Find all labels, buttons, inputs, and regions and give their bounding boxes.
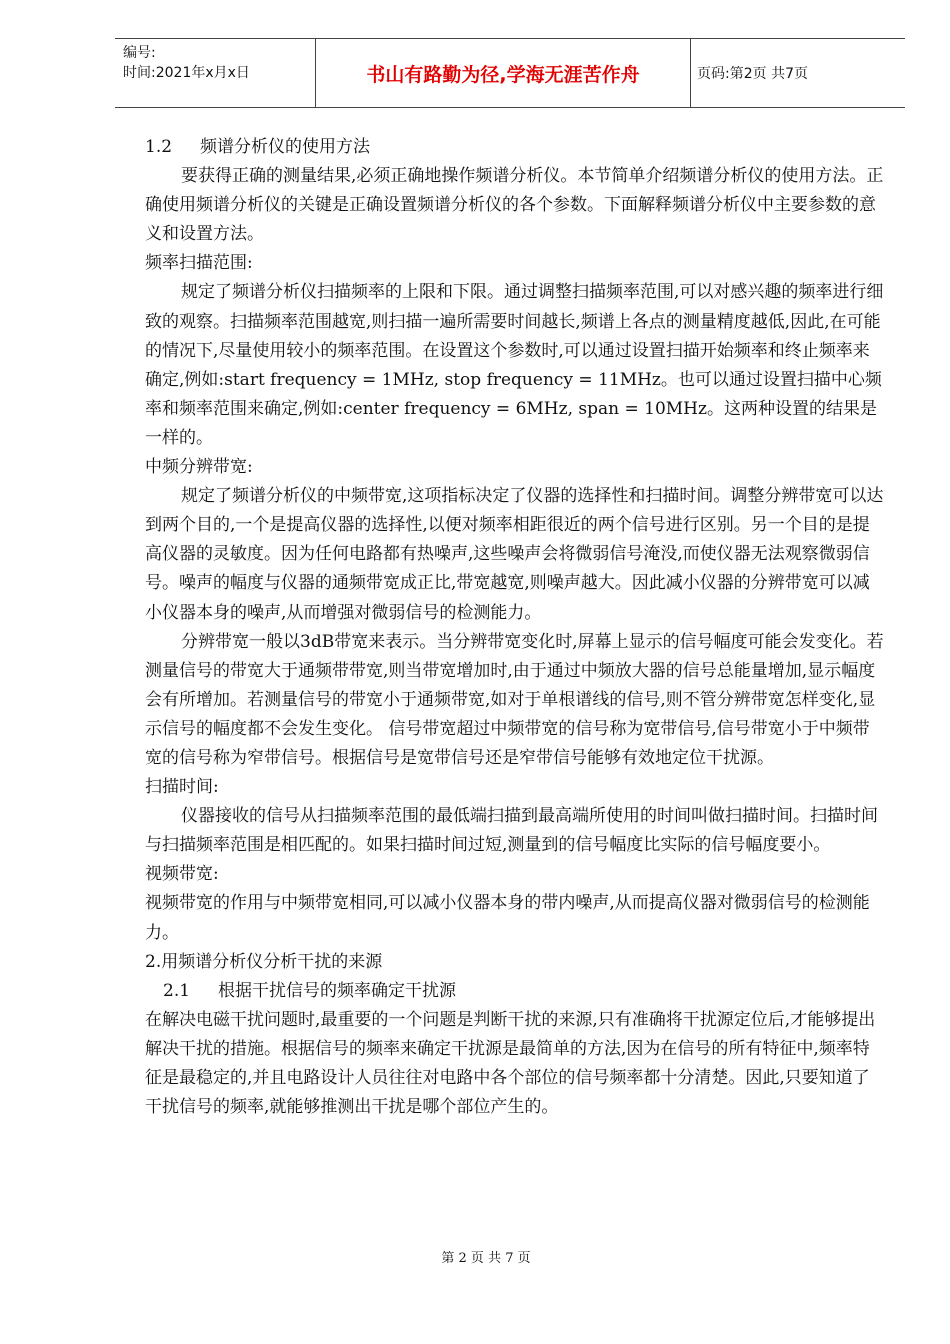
- paragraph: 要获得正确的测量结果,必须正确地操作频谱分析仪。本节简单介绍频谱分析仪的使用方法。正确使用频谱分析仪的关键是正确设置频谱分析仪的各个参数。下面解释频谱分析仪中主要参数的意义和设置方法。: [145, 166, 884, 245]
- section-heading-1-2: [145, 133, 885, 162]
- header-page-info: 页码:第2页 共7页: [697, 66, 808, 82]
- subheading-sweep-time: 扫描时间:: [145, 777, 219, 798]
- paragraph: 仪器接收的信号从扫描频率范围的最低端扫描到最高端所使用的时间叫做扫描时间。扫描时间与扫描频率范围是相匹配的。如果扫描时间过短,测量到的信号幅度比实际的信号幅度要小。: [145, 806, 878, 856]
- paragraph: 规定了频谱分析仪的中频带宽,这项指标决定了仪器的选择性和扫描时间。调整分辨带宽可以达到两个目的,一个是提高仪器的选择性,以便对频率相距很近的两个信号进行区别。另一个目的是提高仪器的灵敏度。因为任何电路都有热噪声,这些噪声会将微弱信号淹没,而使仪器无法观察微弱信号。噪声的幅度与仪器的通频带宽成正比,带宽越宽,则噪声越大。因此减小仪器的分辨带宽可以减小仪器本身的噪声,从而增强对微弱信号的检测能力。: [145, 486, 884, 623]
- section-number: 1.2: [145, 137, 173, 157]
- subheading-freq-range: 频率扫描范围:: [145, 253, 253, 274]
- paragraph: 规定了频谱分析仪扫描频率的上限和下限。通过调整扫描频率范围,可以对感兴趣的频率进行细致的观察。扫描频率范围越宽,则扫描一遍所需要时间越长,频谱上各点的测量精度越低,因此,在可能的情况下,尽量使用较小的频率范围。在设置这个参数时,可以通过设置扫描开始频率和终止频率来确定,例如:start frequency = 1MHz, stop frequency = 11MHz。也可以通过设置扫描中心频率和频率范围来确定,例如:center frequency = 6MHz, span = 10MHz。这两种设置的结果是一样的。: [145, 282, 884, 448]
- section-number: 2.1: [163, 980, 191, 1001]
- paragraph: 视频带宽的作用与中频带宽相同,可以减小仪器本身的带内噪声,从而提高仪器对微弱信号的检测能力。: [145, 893, 870, 943]
- subheading-video-bandwidth: 视频带宽:: [145, 864, 219, 885]
- document-body: [145, 133, 885, 1122]
- time-label: 时间:2021年x月x日: [123, 65, 250, 81]
- subheading-if-bandwidth: 中频分辨带宽:: [145, 457, 253, 478]
- header-divider: [690, 39, 691, 107]
- header-meta: [123, 43, 250, 83]
- paragraph: 在解决电磁干扰问题时,最重要的一个问题是判断干扰的来源,只有准确将干扰源定位后,才能够提出解决干扰的措施。根据信号的频率来确定干扰源是最简单的方法,因为在信号的所有特征中,频率特征是最稳定的,并且电路设计人员往往对电路中各个部位的信号频率都十分清楚。因此,只要知道了干扰信号的频率,就能够推测出干扰是哪个部位产生的。: [145, 1009, 876, 1118]
- header-motto: 书山有路勤为径,学海无涯苦作舟: [366, 63, 640, 86]
- page-footer: 第 2 页 共 7 页: [441, 1251, 531, 1266]
- section-title: 频谱分析仪的使用方法: [200, 137, 371, 157]
- paragraph: 分辨带宽一般以3dB带宽来表示。当分辨带宽变化时,屏幕上显示的信号幅度可能会发变化。若测量信号的带宽大于通频带带宽,则当带宽增加时,由于通过中频放大器的信号总能量增加,显示幅度会有所增加。若测量信号的带宽小于通频带宽,如对于单根谱线的信号,则不管分辨带宽怎样变化,显示信号的幅度都不会发生变化。 信号带宽超过中频带宽的信号称为宽带信号,信号带宽小于中频带宽的信号称为窄带信号。根据信号是宽带信号还是窄带信号能够有效地定位干扰源。: [145, 631, 884, 768]
- section-heading-2: 2.用频谱分析仪分析干扰的来源: [145, 951, 383, 972]
- section-heading-2-1: [145, 977, 885, 1006]
- header-divider: [315, 39, 316, 107]
- section-title: 根据干扰信号的频率确定干扰源: [218, 980, 457, 1001]
- page-header: [115, 38, 905, 108]
- number-label: 编号:: [123, 45, 156, 61]
